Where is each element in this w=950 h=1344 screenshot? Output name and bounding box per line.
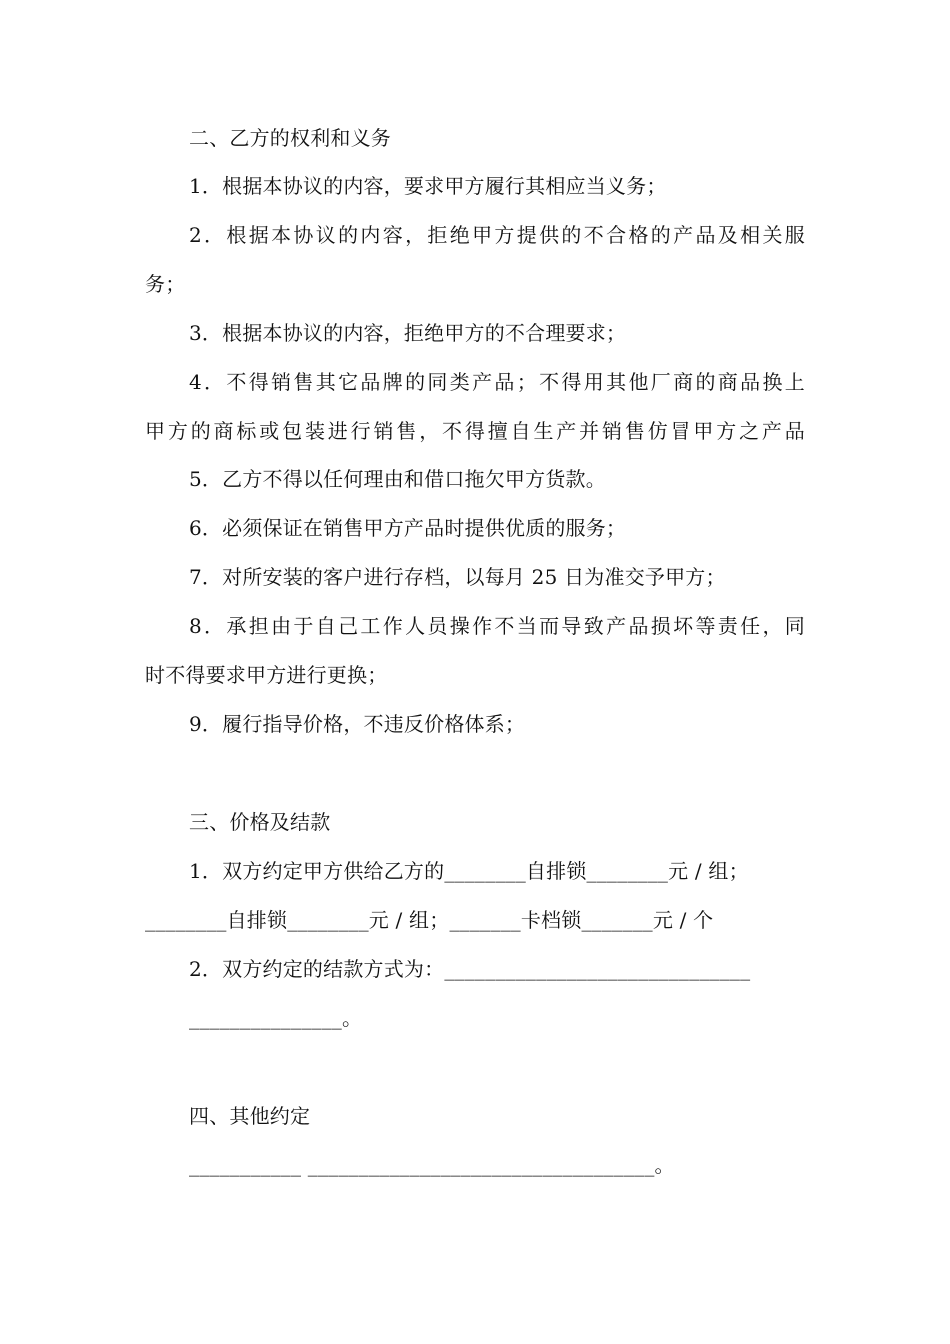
party-b-item-8-continued: 时不得要求甲方进行更换； — [145, 663, 388, 687]
party-b-item-3: 3．根据本协议的内容，拒绝甲方的不合理要求； — [189, 321, 627, 345]
party-b-item-6: 6．必须保证在销售甲方产品时提供优质的服务； — [189, 516, 627, 540]
price-item-2: 2．双方约定的结款方式为：______________________________ — [189, 957, 751, 981]
party-b-item-4: 4．不得销售其它品牌的同类产品；不得用其他厂商的商品换上 — [189, 370, 805, 394]
party-b-item-2: 2．根据本协议的内容，拒绝甲方提供的不合格的产品及相关服 — [189, 223, 805, 247]
party-b-item-2-continued: 务； — [145, 272, 186, 296]
price-item-2-continued: _______________。 — [189, 1006, 363, 1030]
party-b-item-7: 7．对所安装的客户进行存档，以每月 25 日为准交予甲方； — [189, 565, 726, 589]
section-heading-price: 三、价格及结款 — [189, 810, 331, 834]
party-b-item-5: 5．乙方不得以任何理由和借口拖欠甲方货款。 — [189, 467, 606, 491]
party-b-item-9: 9．履行指导价格，不违反价格体系； — [189, 712, 526, 736]
party-b-item-8: 8．承担由于自己工作人员操作不当而导致产品损坏等责任，同 — [189, 614, 805, 638]
price-item-1: 1．双方约定甲方供给乙方的________自排锁________元 / 组； — [189, 859, 749, 883]
price-item-1-continued: ________自排锁________元 / 组；_______卡档锁_______元 / 个 — [145, 908, 714, 932]
section-heading-other: 四、其他约定 — [189, 1104, 311, 1128]
party-b-item-4-continued: 甲方的商标或包装进行销售，不得擅自生产并销售仿冒甲方之产品 — [145, 419, 805, 443]
section-heading-party-b: 二、乙方的权利和义务 — [189, 126, 391, 150]
other-agreement-blank: ___________ __________________________________。 — [189, 1153, 675, 1177]
party-b-item-1: 1．根据本协议的内容，要求甲方履行其相应当义务； — [189, 174, 667, 198]
